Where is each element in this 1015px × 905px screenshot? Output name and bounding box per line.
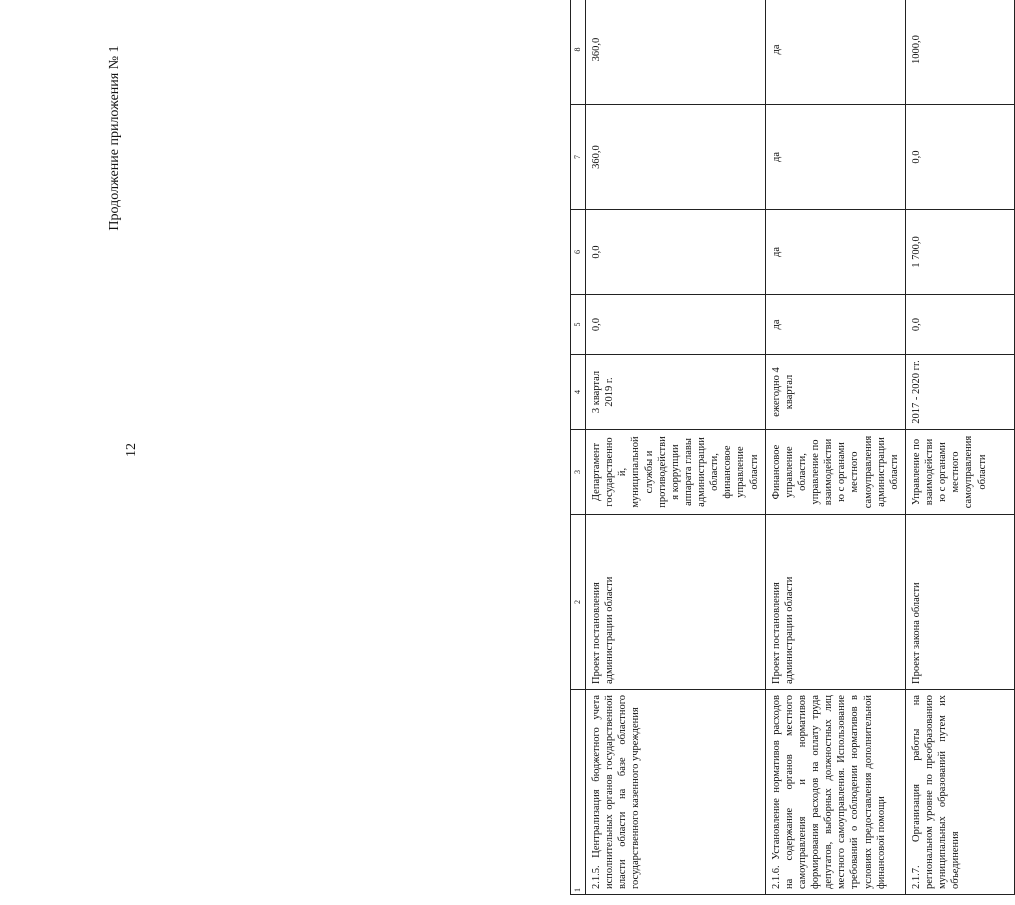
table-row bbox=[905, 0, 1014, 895]
column-number-row bbox=[571, 0, 586, 895]
appendix-continuation-note: Продолжение приложения № 1 bbox=[107, 45, 122, 231]
page-number: 12 bbox=[124, 443, 139, 457]
document-cell: Проект закона области bbox=[905, 515, 1014, 690]
executor-cell: Департамент государственной, муниципальной службы и противодействия коррупции аппарата главы администрации области, финансовое управление области bbox=[586, 430, 766, 515]
document-cell: Проект постановления администрации области bbox=[765, 515, 905, 690]
column-number: 6 bbox=[571, 210, 586, 295]
document-cell: Проект постановления администрации области bbox=[586, 515, 766, 690]
value-cell: 1000,0 bbox=[905, 0, 1014, 105]
deadline-cell: 3 квартал 2019 г. bbox=[586, 355, 766, 430]
value-cell: да bbox=[765, 105, 905, 210]
column-number: 7 bbox=[571, 105, 586, 210]
table-row bbox=[765, 0, 905, 895]
value-cell: 0,0 bbox=[905, 295, 1014, 355]
column-number: 1 bbox=[571, 690, 586, 895]
measure-cell: 2.1.7. Организация работы на региональном уровне по преобразованию муниципальных образований путем их объединения bbox=[905, 690, 1014, 895]
column-number: 2 bbox=[571, 515, 586, 690]
measure-cell: 2.1.6. Установление нормативов расходов на содержание органов местного самоуправления и нормативов формирования расходов на оплату труда депутатов, выборных должностных лиц местного самоуправления. Использование требований о соблюдении нормативов в условиях предоставления дополнительной финансовой помощи bbox=[765, 690, 905, 895]
rotated-table-sheet bbox=[570, 35, 990, 895]
column-number: 3 bbox=[571, 430, 586, 515]
measure-cell: 2.1.5. Централизация бюджетного учета исполнительных органов государственной власти области на базе областного государственного казенного учреждения bbox=[586, 690, 766, 895]
value-cell: 0,0 bbox=[586, 295, 766, 355]
value-cell: да bbox=[765, 0, 905, 105]
deadline-cell: 2017 - 2020 гг. bbox=[905, 355, 1014, 430]
value-cell: 0,0 bbox=[586, 210, 766, 295]
value-cell: 360,0 bbox=[586, 0, 766, 105]
measures-table bbox=[570, 0, 1015, 895]
table-row bbox=[586, 0, 766, 895]
value-cell: 0,0 bbox=[905, 105, 1014, 210]
column-number: 8 bbox=[571, 0, 586, 105]
executor-cell: Финансовое управление области, управление по взаимодействию с органами местного самоуправления администрации области bbox=[765, 430, 905, 515]
value-cell: 1 700,0 bbox=[905, 210, 1014, 295]
executor-cell: Управление по взаимодействию с органами местного самоуправления области bbox=[905, 430, 1014, 515]
value-cell: да bbox=[765, 210, 905, 295]
column-number: 5 bbox=[571, 295, 586, 355]
deadline-cell: ежегодно 4 квартал bbox=[765, 355, 905, 430]
column-number: 4 bbox=[571, 355, 586, 430]
value-cell: да bbox=[765, 295, 905, 355]
value-cell: 360,0 bbox=[586, 105, 766, 210]
